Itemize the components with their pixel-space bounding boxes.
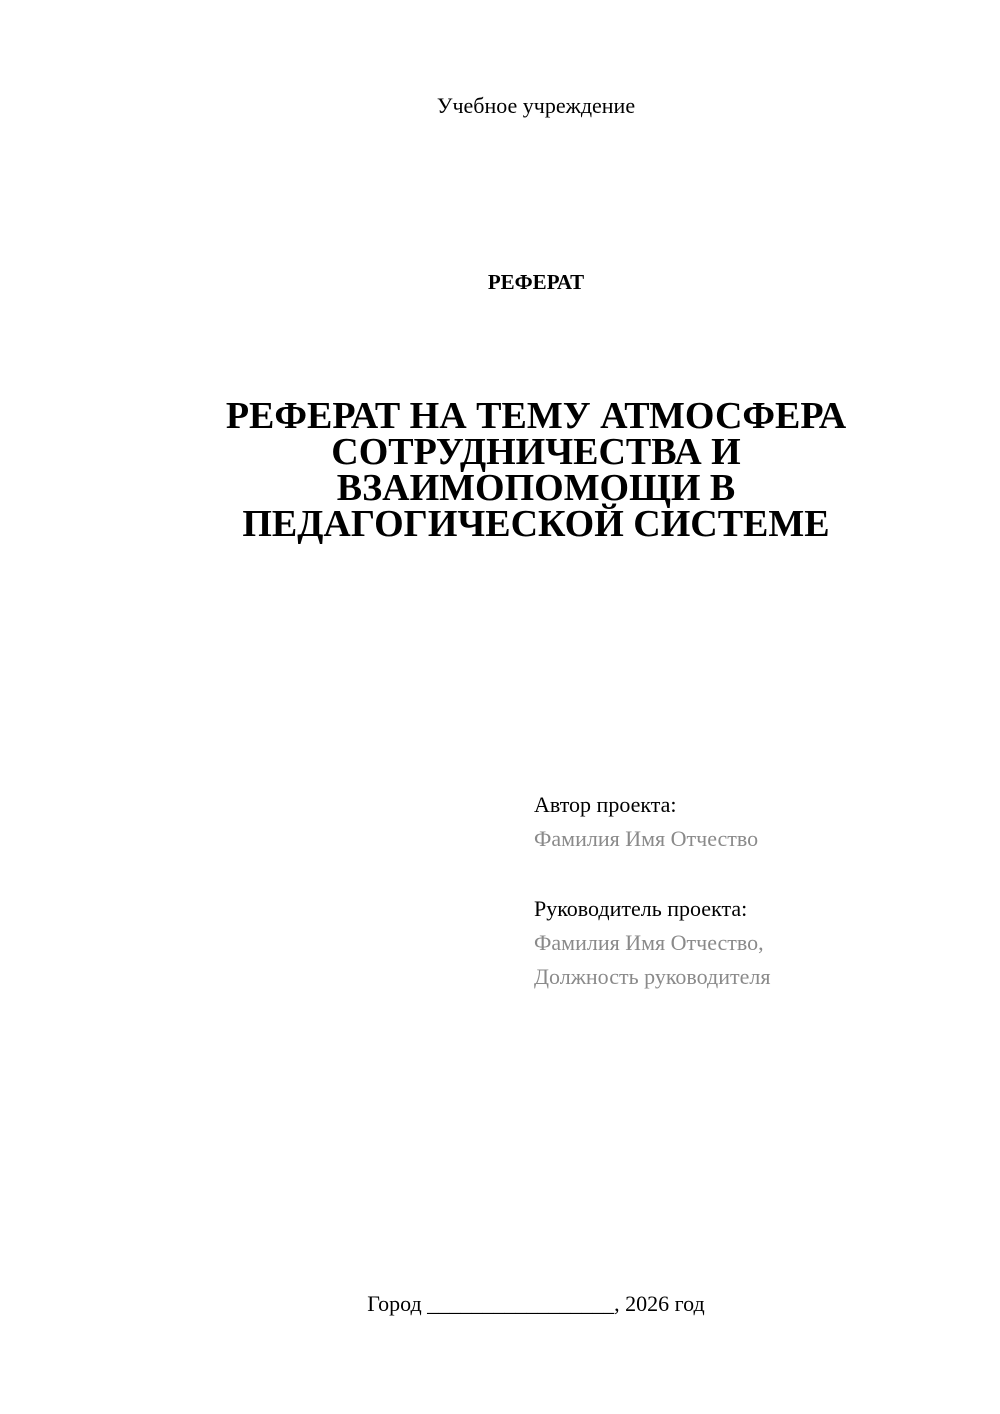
document-title-line: ВЗАИМОПОМОЩИ В: [336, 467, 736, 509]
city-year-line: Город _________________, 2026 год: [367, 1291, 705, 1316]
document-type-label: РЕФЕРАТ: [487, 270, 585, 294]
supervisor-name: Фамилия Имя Отчество,: [534, 930, 764, 955]
authors-block: [534, 788, 974, 994]
supervisor-position: Должность руководителя: [534, 964, 771, 989]
supervisor-label: Руководитель проекта:: [534, 896, 748, 921]
author-label: Автор проекта:: [534, 792, 677, 817]
author-name: Фамилия Имя Отчество: [534, 826, 759, 851]
institution-name: Учебное учреждение: [436, 93, 636, 118]
document-title: [200, 395, 872, 545]
authors-spacer: [534, 856, 974, 892]
document-title-line: РЕФЕРАТ НА ТЕМУ АТМОСФЕРА: [225, 395, 847, 437]
document-title-line: ПЕДАГОГИЧЕСКОЙ СИСТЕМЕ: [242, 503, 830, 545]
document-title-line: СОТРУДНИЧЕСТВА И: [331, 431, 741, 473]
